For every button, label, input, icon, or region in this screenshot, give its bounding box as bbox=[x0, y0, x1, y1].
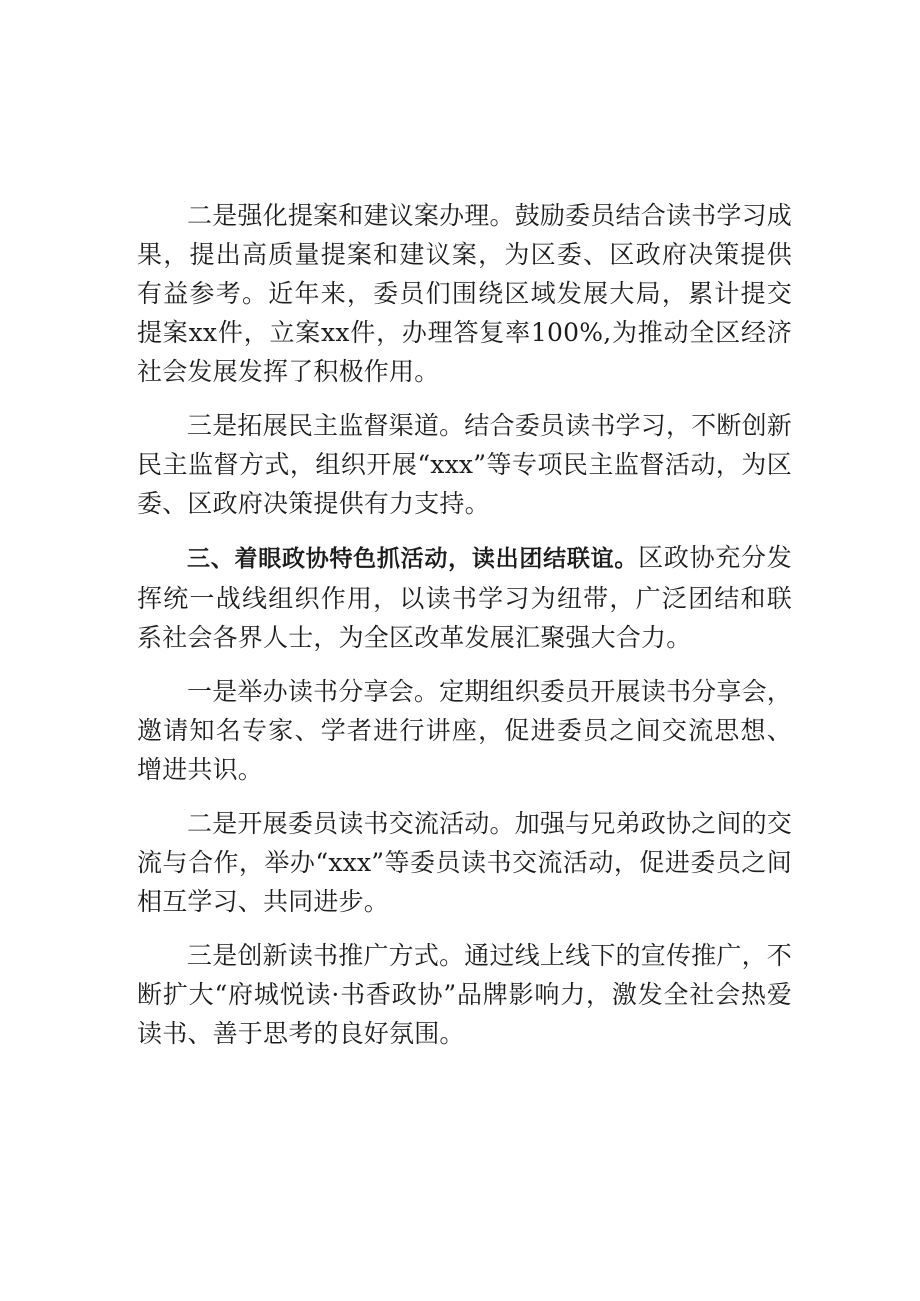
document-body bbox=[137, 196, 792, 1068]
paragraph-section-three bbox=[137, 538, 792, 657]
paragraph-reading-exchange bbox=[137, 804, 792, 921]
paragraph-text: 一是举办读书分享会。定期组织委员开展读书分享会，邀请知名专家、学者进行讲座，促进委员之间交流思想、增进共识。 bbox=[137, 677, 792, 784]
paragraph-democratic-supervision bbox=[137, 406, 792, 523]
paragraph-reading-sharing bbox=[137, 672, 792, 789]
paragraph-text: 三是拓展民主监督渠道。结合委员读书学习，不断创新民主监督方式，组织开展“xxx”等专项民主监督活动，为区委、区政府决策提供有力支持。 bbox=[137, 411, 792, 518]
paragraph-text: 三是创新读书推广方式。通过线上线下的宣传推广，不断扩大“府城悦读·书香政协”品牌影响力，激发全社会热爱读书、善于思考的良好氛围。 bbox=[137, 941, 792, 1048]
paragraph-text: 二是开展委员读书交流活动。加强与兄弟政协之间的交流与合作，举办“xxx”等委员读书交流活动，促进委员之间相互学习、共同进步。 bbox=[137, 809, 792, 916]
paragraph-proposal-handling bbox=[137, 196, 792, 391]
section-heading: 三、着眼政协特色抓活动，读出团结联谊。 bbox=[187, 546, 639, 572]
paragraph-reading-promotion bbox=[137, 936, 792, 1053]
paragraph-text: 二是强化提案和建议案办理。鼓励委员结合读书学习成果，提出高质量提案和建议案，为区委、区政府决策提供有益参考。近年来，委员们围绕区域发展大局，累计提交提案xx件，立案xx件，办理答复率100%,为推动全区经济社会发展发挥了积极作用。 bbox=[137, 201, 792, 386]
paragraph-text: 区政协充分发挥统一战线组织作用，以读书学习为纽带，广泛团结和联系社会各界人士，为全区改革发展汇聚强大合力。 bbox=[137, 543, 792, 652]
